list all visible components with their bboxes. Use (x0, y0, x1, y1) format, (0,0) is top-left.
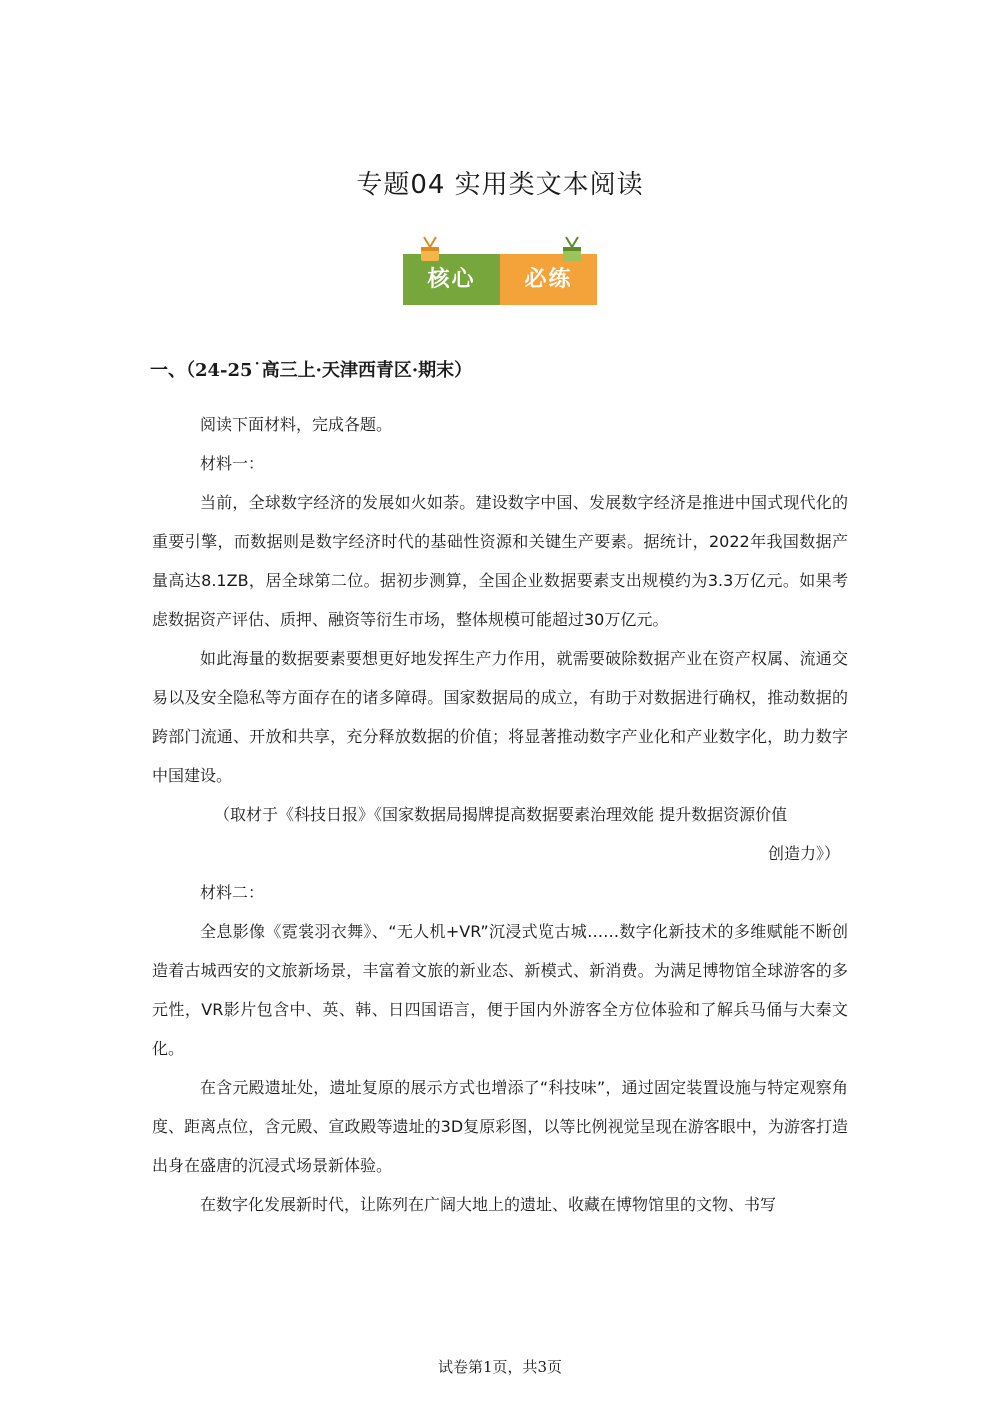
material-two-paragraph-2: 在含元殿遗址处，遗址复原的展示方式也增添了“科技味”，通过固定装置设施与特定观察角度、距离点位，含元殿、宣政殿等遗址的3D复原彩图，以等比例视觉呈现在游客眼中，为游客打造出身在盛唐的沉浸式场景新体验。 (152, 1078, 848, 1175)
binder-clip-icon (419, 235, 441, 263)
material-one-source (152, 795, 848, 873)
source-line-1: （取材于《科技日报》《国家数据局揭牌提高数据要素治理效能 提升数据资源价值 (214, 805, 788, 824)
core-practice-banner (403, 235, 597, 307)
section-heading: 一、（24-25˙高三上·天津西青区·期末） (150, 360, 473, 381)
material-two-paragraph-3: 在数字化发展新时代，让陈列在广阔大地上的遗址、收藏在博物馆里的文物、书写 (200, 1195, 777, 1214)
material-two-label: 材料二： (200, 883, 265, 902)
material-one-paragraph-2: 如此海量的数据要素要想更好地发挥生产力作用，就需要破除数据产业在资产权属、流通交易以及安全隐私等方面存在的诸多障碍。国家数据局的成立，有助于对数据进行确权，推动数据的跨部门流通、开放和共享，充分释放数据的价值；将显著推动数字产业化和产业数字化，助力数字中国建设。 (152, 649, 848, 785)
material-one-label: 材料一： (200, 454, 265, 473)
material-one-paragraph-1: 当前，全球数字经济的发展如火如荼。建设数字中国、发展数字经济是推进中国式现代化的重要引擎，而数据则是数字经济时代的基础性资源和关键生产要素。据统计，2022年我国数据产量高达8.1ZB，居全球第二位。据初步测算，全国企业数据要素支出规模约为3.3万亿元。如果考虑数据资产评估、质押、融资等衍生市场，整体规模可能超过30万亿元。 (152, 493, 848, 629)
page-title: 专题04 实用类文本阅读 (356, 170, 644, 200)
binder-clip-icon (561, 235, 583, 263)
material-two-paragraph-1: 全息影像《霓裳羽衣舞》、“无人机+VR”沉浸式览古城……数字化新技术的多维赋能不断创造着古城西安的文旅新场景，丰富着文旅的新业态、新模式、新消费。为满足博物馆全球游客的多元性，VR影片包含中、英、韩、日四国语言，便于国内外游客全方位体验和了解兵马俑与大秦文化。 (152, 922, 848, 1058)
source-line-2: 创造力》） (767, 844, 840, 863)
reading-content (152, 405, 848, 1224)
banner-left-tab (403, 254, 500, 305)
banner-right-label: 必练 (524, 267, 573, 292)
instruction-text: 阅读下面材料，完成各题。 (200, 415, 393, 434)
banner-left-label: 核心 (427, 267, 476, 292)
page-footer: 试卷第1页，共3页 (437, 1358, 563, 1376)
